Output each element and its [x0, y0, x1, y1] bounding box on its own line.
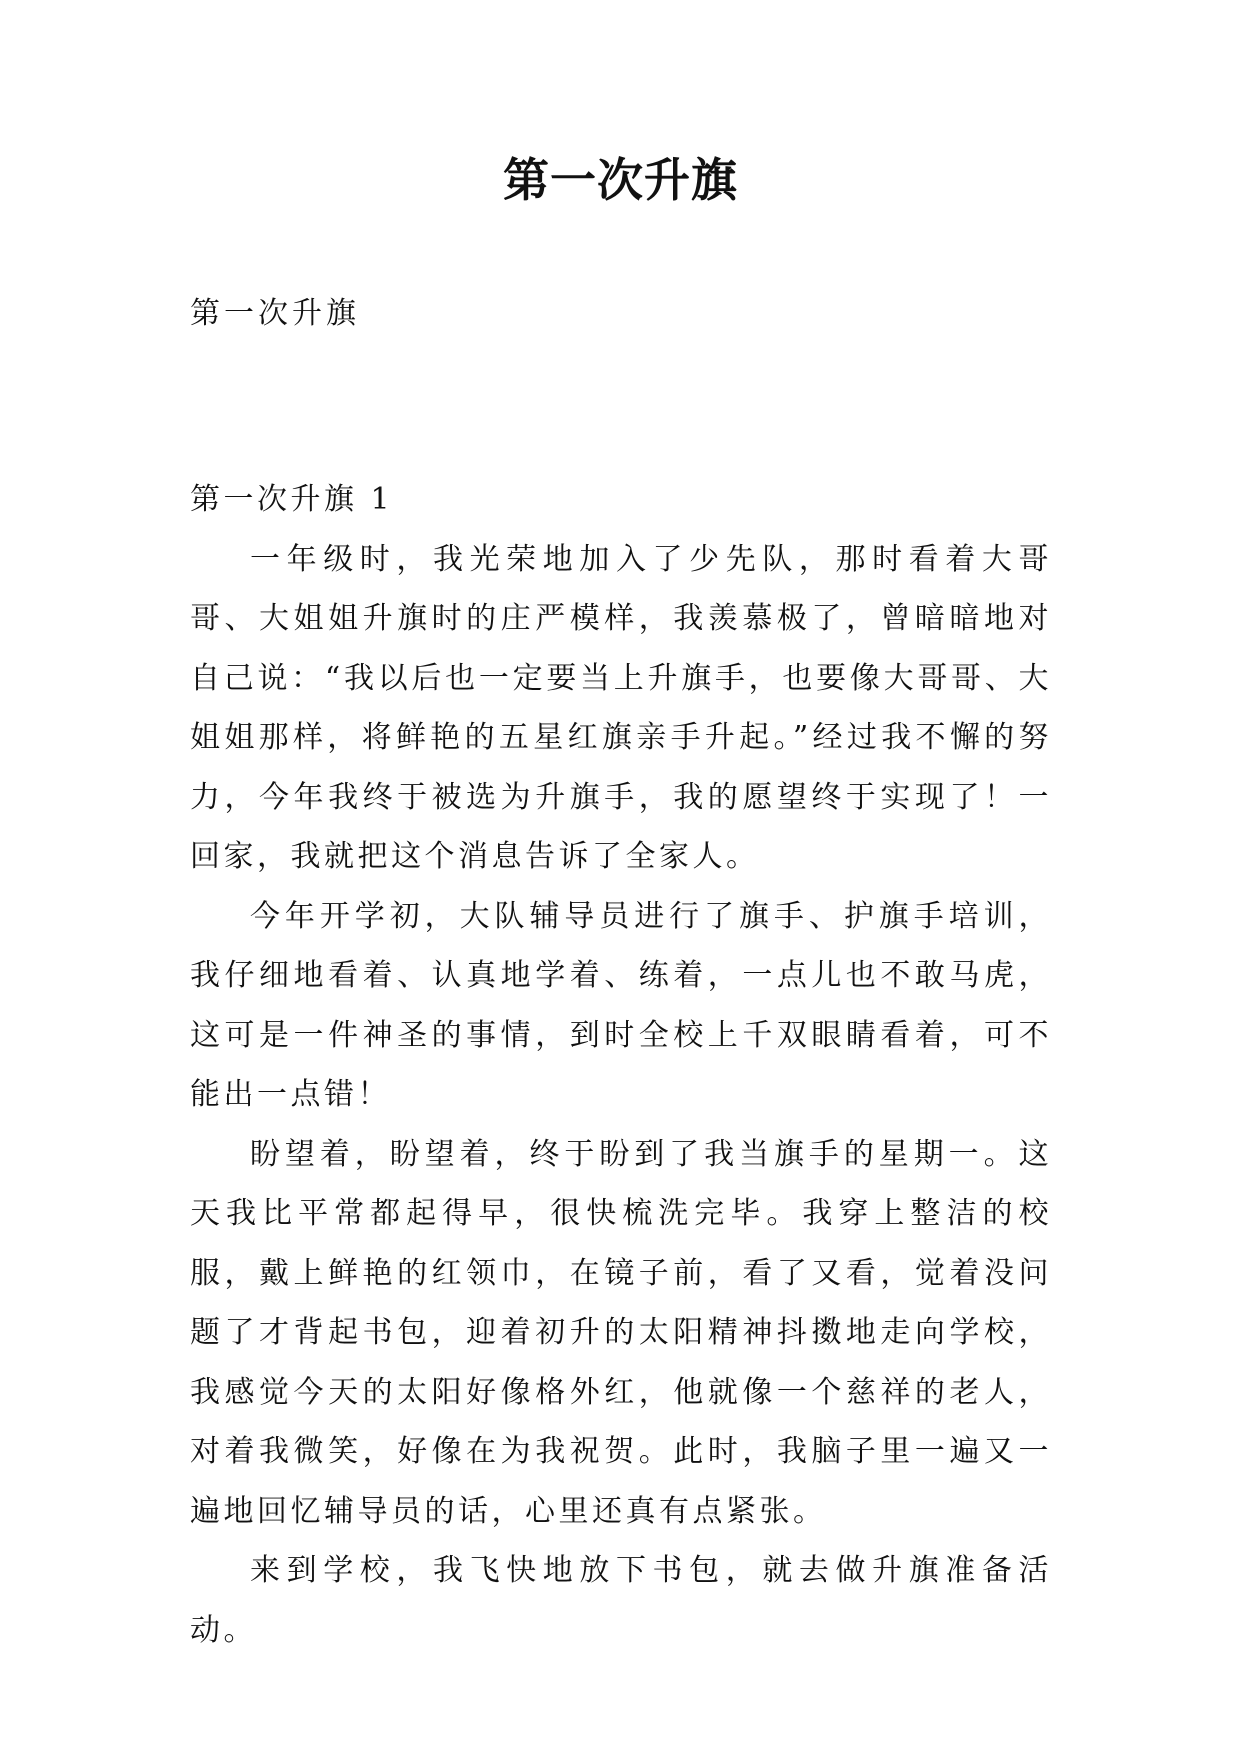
paragraph-4: 来到学校，我飞快地放下书包，就去做升旗准备活动。: [190, 1553, 1052, 1648]
paragraph-1: 一年级时，我光荣地加入了少先队，那时看着大哥哥、大姐姐升旗时的庄严模样，我羡慕极了，曾暗暗地对自己说：“我以后也一定要当上升旗手，也要像大哥哥、大姐姐那样，将鲜艳的五星红旗亲手升起。”经过我不懈的努力，今年我终于被选为升旗手，我的愿望终于实现了！一回家，我就把这个消息告诉了全家人。: [190, 541, 1052, 874]
paragraph-2: 今年开学初，大队辅导员进行了旗手、护旗手培训，我仔细地看着、认真地学着、练着，一点儿也不敢马虎，这可是一件神圣的事情，到时全校上千双眼睛看着，可不能出一点错！: [190, 898, 1052, 1112]
document-title: 第一次升旗: [503, 153, 738, 207]
document-subtitle: 第一次升旗: [190, 296, 360, 331]
section-heading: 第一次升旗 1: [190, 482, 394, 517]
paragraph-3: 盼望着，盼望着，终于盼到了我当旗手的星期一。这天我比平常都起得早，很快梳洗完毕。我穿上整洁的校服，戴上鲜艳的红领巾，在镜子前，看了又看，觉着没问题了才背起书包，迎着初升的太阳精神抖擞地走向学校，我感觉今天的太阳好像格外红，他就像一个慈祥的老人，对着我微笑，好像在为我祝贺。此时，我脑子里一遍又一遍地回忆辅导员的话，心里还真有点紧张。: [190, 1136, 1052, 1529]
document-body: [190, 470, 1052, 1660]
